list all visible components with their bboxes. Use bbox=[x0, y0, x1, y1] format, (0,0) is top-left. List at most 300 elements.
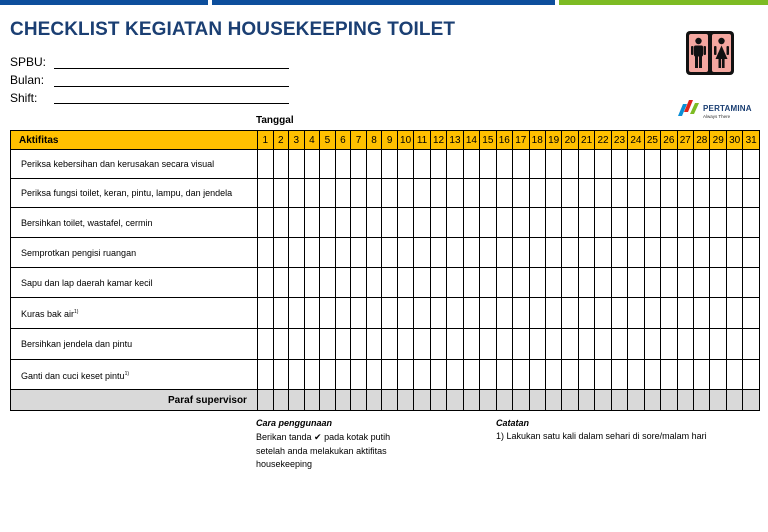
check-cell[interactable] bbox=[320, 360, 336, 390]
check-cell[interactable] bbox=[257, 268, 273, 298]
day-header: 14 bbox=[463, 131, 479, 150]
supervisor-sign-cell[interactable] bbox=[257, 390, 273, 411]
check-cell[interactable] bbox=[628, 329, 644, 360]
check-cell[interactable] bbox=[661, 208, 677, 238]
check-cell[interactable] bbox=[480, 238, 496, 268]
check-cell[interactable] bbox=[628, 298, 644, 329]
check-cell[interactable] bbox=[320, 208, 336, 238]
check-cell[interactable] bbox=[611, 150, 627, 179]
check-cell[interactable] bbox=[578, 179, 594, 208]
supervisor-sign-cell[interactable] bbox=[562, 390, 578, 411]
check-cell[interactable] bbox=[273, 179, 289, 208]
check-cell[interactable] bbox=[463, 238, 479, 268]
check-cell[interactable] bbox=[694, 360, 710, 390]
check-cell[interactable] bbox=[743, 298, 760, 329]
check-cell[interactable] bbox=[513, 208, 529, 238]
check-cell[interactable] bbox=[304, 298, 320, 329]
check-cell[interactable] bbox=[661, 268, 677, 298]
check-cell[interactable] bbox=[463, 179, 479, 208]
check-cell[interactable] bbox=[273, 238, 289, 268]
check-cell[interactable] bbox=[480, 208, 496, 238]
check-cell[interactable] bbox=[513, 360, 529, 390]
check-cell[interactable] bbox=[320, 268, 336, 298]
check-cell[interactable] bbox=[595, 329, 611, 360]
check-cell[interactable] bbox=[289, 238, 305, 268]
check-cell[interactable] bbox=[273, 150, 289, 179]
check-cell[interactable] bbox=[726, 360, 742, 390]
supervisor-sign-cell[interactable] bbox=[694, 390, 710, 411]
check-cell[interactable] bbox=[726, 268, 742, 298]
check-cell[interactable] bbox=[397, 208, 413, 238]
activity-text: Bersihkan jendela dan pintu bbox=[21, 339, 133, 349]
supervisor-sign-cell[interactable] bbox=[496, 390, 512, 411]
check-cell[interactable] bbox=[628, 268, 644, 298]
check-cell[interactable] bbox=[320, 298, 336, 329]
check-cell[interactable] bbox=[628, 150, 644, 179]
check-cell[interactable] bbox=[661, 329, 677, 360]
check-cell[interactable] bbox=[611, 360, 627, 390]
check-cell[interactable] bbox=[430, 360, 446, 390]
check-cell[interactable] bbox=[595, 208, 611, 238]
check-cell[interactable] bbox=[611, 238, 627, 268]
check-cell[interactable] bbox=[529, 238, 545, 268]
check-cell[interactable] bbox=[726, 238, 742, 268]
check-cell[interactable] bbox=[304, 360, 320, 390]
supervisor-sign-cell[interactable] bbox=[545, 390, 561, 411]
check-cell[interactable] bbox=[694, 268, 710, 298]
supervisor-sign-cell[interactable] bbox=[463, 390, 479, 411]
supervisor-sign-cell[interactable] bbox=[578, 390, 594, 411]
check-cell[interactable] bbox=[677, 208, 693, 238]
check-cell[interactable] bbox=[677, 238, 693, 268]
check-cell[interactable] bbox=[480, 360, 496, 390]
check-cell[interactable] bbox=[335, 298, 351, 329]
check-cell[interactable] bbox=[351, 298, 367, 329]
check-cell[interactable] bbox=[726, 298, 742, 329]
supervisor-sign-cell[interactable] bbox=[644, 390, 660, 411]
check-cell[interactable] bbox=[397, 179, 413, 208]
check-cell[interactable] bbox=[578, 238, 594, 268]
check-cell[interactable] bbox=[289, 360, 305, 390]
check-cell[interactable] bbox=[611, 208, 627, 238]
check-cell[interactable] bbox=[351, 268, 367, 298]
check-cell[interactable] bbox=[304, 150, 320, 179]
check-cell[interactable] bbox=[430, 329, 446, 360]
check-cell[interactable] bbox=[430, 179, 446, 208]
check-cell[interactable] bbox=[529, 268, 545, 298]
supervisor-sign-cell[interactable] bbox=[513, 390, 529, 411]
check-cell[interactable] bbox=[513, 298, 529, 329]
check-cell[interactable] bbox=[304, 329, 320, 360]
day-header: 27 bbox=[677, 131, 693, 150]
check-cell[interactable] bbox=[382, 298, 398, 329]
supervisor-sign-cell[interactable] bbox=[611, 390, 627, 411]
check-cell[interactable] bbox=[628, 208, 644, 238]
check-cell[interactable] bbox=[644, 238, 660, 268]
check-cell[interactable] bbox=[743, 208, 760, 238]
check-cell[interactable] bbox=[366, 150, 382, 179]
check-cell[interactable] bbox=[447, 238, 463, 268]
check-cell[interactable] bbox=[257, 360, 273, 390]
check-cell[interactable] bbox=[366, 268, 382, 298]
check-cell[interactable] bbox=[694, 150, 710, 179]
supervisor-sign-cell[interactable] bbox=[397, 390, 413, 411]
supervisor-sign-cell[interactable] bbox=[447, 390, 463, 411]
check-cell[interactable] bbox=[463, 208, 479, 238]
check-cell[interactable] bbox=[710, 208, 726, 238]
day-header: 13 bbox=[447, 131, 463, 150]
check-cell[interactable] bbox=[335, 360, 351, 390]
check-cell[interactable] bbox=[430, 268, 446, 298]
check-cell[interactable] bbox=[743, 150, 760, 179]
check-cell[interactable] bbox=[710, 298, 726, 329]
check-cell[interactable] bbox=[480, 329, 496, 360]
check-cell[interactable] bbox=[289, 298, 305, 329]
check-cell[interactable] bbox=[529, 360, 545, 390]
check-cell[interactable] bbox=[562, 268, 578, 298]
check-cell[interactable] bbox=[463, 150, 479, 179]
check-cell[interactable] bbox=[257, 298, 273, 329]
check-cell[interactable] bbox=[562, 298, 578, 329]
check-cell[interactable] bbox=[710, 179, 726, 208]
check-cell[interactable] bbox=[351, 329, 367, 360]
check-cell[interactable] bbox=[562, 179, 578, 208]
supervisor-sign-cell[interactable] bbox=[710, 390, 726, 411]
check-cell[interactable] bbox=[496, 208, 512, 238]
check-cell[interactable] bbox=[529, 329, 545, 360]
check-cell[interactable] bbox=[257, 238, 273, 268]
check-cell[interactable] bbox=[611, 329, 627, 360]
check-cell[interactable] bbox=[382, 150, 398, 179]
check-cell[interactable] bbox=[430, 298, 446, 329]
check-cell[interactable] bbox=[351, 208, 367, 238]
supervisor-label: Paraf supervisor bbox=[11, 390, 258, 411]
check-cell[interactable] bbox=[661, 150, 677, 179]
check-cell[interactable] bbox=[529, 150, 545, 179]
activity-cell bbox=[11, 238, 258, 268]
day-header: 3 bbox=[289, 131, 305, 150]
check-cell[interactable] bbox=[304, 208, 320, 238]
check-cell[interactable] bbox=[320, 238, 336, 268]
check-cell[interactable] bbox=[743, 268, 760, 298]
check-cell[interactable] bbox=[529, 208, 545, 238]
check-cell[interactable] bbox=[320, 329, 336, 360]
check-cell[interactable] bbox=[463, 268, 479, 298]
check-cell[interactable] bbox=[382, 208, 398, 238]
check-cell[interactable] bbox=[304, 268, 320, 298]
check-cell[interactable] bbox=[595, 179, 611, 208]
check-cell[interactable] bbox=[257, 329, 273, 360]
supervisor-sign-cell[interactable] bbox=[529, 390, 545, 411]
supervisor-sign-cell[interactable] bbox=[304, 390, 320, 411]
check-cell[interactable] bbox=[335, 179, 351, 208]
check-cell[interactable] bbox=[496, 150, 512, 179]
check-cell[interactable] bbox=[366, 360, 382, 390]
check-cell[interactable] bbox=[414, 360, 430, 390]
check-cell[interactable] bbox=[545, 329, 561, 360]
check-cell[interactable] bbox=[273, 268, 289, 298]
check-cell[interactable] bbox=[562, 360, 578, 390]
check-cell[interactable] bbox=[595, 268, 611, 298]
check-cell[interactable] bbox=[513, 179, 529, 208]
pertamina-logo-mark bbox=[674, 98, 702, 118]
check-cell[interactable] bbox=[382, 329, 398, 360]
check-cell[interactable] bbox=[694, 208, 710, 238]
check-cell[interactable] bbox=[578, 329, 594, 360]
check-cell[interactable] bbox=[414, 208, 430, 238]
check-cell[interactable] bbox=[677, 298, 693, 329]
check-cell[interactable] bbox=[335, 329, 351, 360]
check-cell[interactable] bbox=[661, 238, 677, 268]
check-cell[interactable] bbox=[595, 150, 611, 179]
check-cell[interactable] bbox=[611, 179, 627, 208]
table-row bbox=[11, 329, 760, 360]
supervisor-sign-cell[interactable] bbox=[595, 390, 611, 411]
check-cell[interactable] bbox=[414, 268, 430, 298]
check-cell[interactable] bbox=[273, 298, 289, 329]
check-cell[interactable] bbox=[335, 238, 351, 268]
check-cell[interactable] bbox=[382, 268, 398, 298]
check-cell[interactable] bbox=[496, 298, 512, 329]
check-cell[interactable] bbox=[382, 360, 398, 390]
check-cell[interactable] bbox=[710, 238, 726, 268]
check-cell[interactable] bbox=[677, 329, 693, 360]
supervisor-sign-cell[interactable] bbox=[382, 390, 398, 411]
check-cell[interactable] bbox=[628, 179, 644, 208]
supervisor-sign-cell[interactable] bbox=[273, 390, 289, 411]
check-cell[interactable] bbox=[743, 360, 760, 390]
supervisor-sign-cell[interactable] bbox=[661, 390, 677, 411]
check-cell[interactable] bbox=[661, 298, 677, 329]
check-cell[interactable] bbox=[710, 329, 726, 360]
check-cell[interactable] bbox=[578, 268, 594, 298]
check-cell[interactable] bbox=[304, 238, 320, 268]
supervisor-sign-cell[interactable] bbox=[743, 390, 760, 411]
check-cell[interactable] bbox=[366, 329, 382, 360]
check-cell[interactable] bbox=[496, 329, 512, 360]
check-cell[interactable] bbox=[289, 179, 305, 208]
check-cell[interactable] bbox=[366, 208, 382, 238]
check-cell[interactable] bbox=[496, 360, 512, 390]
check-cell[interactable] bbox=[562, 238, 578, 268]
check-cell[interactable] bbox=[628, 360, 644, 390]
check-cell[interactable] bbox=[578, 360, 594, 390]
check-cell[interactable] bbox=[726, 150, 742, 179]
check-cell[interactable] bbox=[545, 360, 561, 390]
check-cell[interactable] bbox=[463, 329, 479, 360]
supervisor-sign-cell[interactable] bbox=[351, 390, 367, 411]
day-header: 2 bbox=[273, 131, 289, 150]
check-cell[interactable] bbox=[545, 298, 561, 329]
check-cell[interactable] bbox=[513, 268, 529, 298]
check-cell[interactable] bbox=[289, 268, 305, 298]
check-cell[interactable] bbox=[611, 298, 627, 329]
check-cell[interactable] bbox=[273, 208, 289, 238]
check-cell[interactable] bbox=[320, 179, 336, 208]
supervisor-sign-cell[interactable] bbox=[677, 390, 693, 411]
check-cell[interactable] bbox=[273, 329, 289, 360]
logo-tagline: Always There bbox=[703, 114, 731, 119]
check-cell[interactable] bbox=[366, 238, 382, 268]
check-cell[interactable] bbox=[447, 298, 463, 329]
check-cell[interactable] bbox=[726, 208, 742, 238]
check-cell[interactable] bbox=[480, 268, 496, 298]
check-cell[interactable] bbox=[513, 238, 529, 268]
check-cell[interactable] bbox=[496, 179, 512, 208]
check-cell[interactable] bbox=[335, 150, 351, 179]
check-cell[interactable] bbox=[430, 238, 446, 268]
check-cell[interactable] bbox=[529, 298, 545, 329]
check-cell[interactable] bbox=[463, 298, 479, 329]
check-cell[interactable] bbox=[414, 179, 430, 208]
check-cell[interactable] bbox=[289, 150, 305, 179]
check-cell[interactable] bbox=[694, 238, 710, 268]
check-cell[interactable] bbox=[335, 208, 351, 238]
check-cell[interactable] bbox=[694, 298, 710, 329]
check-cell[interactable] bbox=[677, 360, 693, 390]
field-line-bulan[interactable] bbox=[54, 86, 289, 87]
check-cell[interactable] bbox=[529, 179, 545, 208]
day-header: 18 bbox=[529, 131, 545, 150]
check-cell[interactable] bbox=[397, 298, 413, 329]
check-cell[interactable] bbox=[289, 329, 305, 360]
check-cell[interactable] bbox=[496, 268, 512, 298]
check-cell[interactable] bbox=[414, 329, 430, 360]
check-cell[interactable] bbox=[496, 238, 512, 268]
check-cell[interactable] bbox=[335, 268, 351, 298]
check-cell[interactable] bbox=[397, 150, 413, 179]
check-cell[interactable] bbox=[694, 329, 710, 360]
check-cell[interactable] bbox=[677, 268, 693, 298]
check-cell[interactable] bbox=[382, 179, 398, 208]
supervisor-sign-cell[interactable] bbox=[414, 390, 430, 411]
check-cell[interactable] bbox=[644, 179, 660, 208]
check-cell[interactable] bbox=[320, 150, 336, 179]
check-cell[interactable] bbox=[644, 268, 660, 298]
check-cell[interactable] bbox=[677, 179, 693, 208]
check-cell[interactable] bbox=[595, 298, 611, 329]
check-cell[interactable] bbox=[397, 360, 413, 390]
check-cell[interactable] bbox=[644, 208, 660, 238]
check-cell[interactable] bbox=[595, 238, 611, 268]
check-cell[interactable] bbox=[743, 329, 760, 360]
supervisor-sign-cell[interactable] bbox=[366, 390, 382, 411]
check-cell[interactable] bbox=[545, 208, 561, 238]
check-cell[interactable] bbox=[694, 179, 710, 208]
supervisor-sign-cell[interactable] bbox=[480, 390, 496, 411]
check-cell[interactable] bbox=[710, 360, 726, 390]
check-cell[interactable] bbox=[273, 360, 289, 390]
check-cell[interactable] bbox=[513, 329, 529, 360]
check-cell[interactable] bbox=[447, 208, 463, 238]
check-cell[interactable] bbox=[351, 179, 367, 208]
check-cell[interactable] bbox=[447, 179, 463, 208]
check-cell[interactable] bbox=[562, 329, 578, 360]
supervisor-sign-cell[interactable] bbox=[430, 390, 446, 411]
check-cell[interactable] bbox=[545, 150, 561, 179]
check-cell[interactable] bbox=[743, 179, 760, 208]
check-cell[interactable] bbox=[726, 179, 742, 208]
check-cell[interactable] bbox=[366, 179, 382, 208]
supervisor-sign-cell[interactable] bbox=[320, 390, 336, 411]
check-cell[interactable] bbox=[562, 208, 578, 238]
check-cell[interactable] bbox=[545, 238, 561, 268]
field-line-shift[interactable] bbox=[54, 103, 289, 104]
supervisor-sign-cell[interactable] bbox=[289, 390, 305, 411]
check-cell[interactable] bbox=[513, 150, 529, 179]
check-cell[interactable] bbox=[545, 268, 561, 298]
usage-title: Cara penggunaan bbox=[256, 418, 333, 428]
check-cell[interactable] bbox=[578, 298, 594, 329]
check-cell[interactable] bbox=[710, 150, 726, 179]
check-cell[interactable] bbox=[414, 298, 430, 329]
check-cell[interactable] bbox=[578, 208, 594, 238]
check-cell[interactable] bbox=[644, 360, 660, 390]
check-cell[interactable] bbox=[480, 298, 496, 329]
check-cell[interactable] bbox=[480, 150, 496, 179]
check-cell[interactable] bbox=[351, 360, 367, 390]
check-cell[interactable] bbox=[257, 150, 273, 179]
check-cell[interactable] bbox=[743, 238, 760, 268]
check-cell[interactable] bbox=[366, 298, 382, 329]
check-cell[interactable] bbox=[397, 329, 413, 360]
check-cell[interactable] bbox=[289, 208, 305, 238]
check-cell[interactable] bbox=[644, 329, 660, 360]
check-cell[interactable] bbox=[257, 208, 273, 238]
check-cell[interactable] bbox=[430, 150, 446, 179]
check-cell[interactable] bbox=[447, 360, 463, 390]
check-cell[interactable] bbox=[414, 150, 430, 179]
supervisor-sign-cell[interactable] bbox=[335, 390, 351, 411]
day-header: 28 bbox=[694, 131, 710, 150]
check-cell[interactable] bbox=[257, 179, 273, 208]
usage-line-1: Berikan tanda ✔ pada kotak putih bbox=[256, 432, 391, 442]
supervisor-sign-cell[interactable] bbox=[628, 390, 644, 411]
check-cell[interactable] bbox=[414, 238, 430, 268]
check-cell[interactable] bbox=[351, 238, 367, 268]
check-cell[interactable] bbox=[710, 268, 726, 298]
day-header: 25 bbox=[644, 131, 660, 150]
check-cell[interactable] bbox=[480, 179, 496, 208]
page-title: CHECKLIST KEGIATAN HOUSEKEEPING TOILET bbox=[10, 19, 456, 40]
check-cell[interactable] bbox=[661, 179, 677, 208]
check-cell[interactable] bbox=[351, 150, 367, 179]
check-cell[interactable] bbox=[644, 298, 660, 329]
check-cell[interactable] bbox=[430, 208, 446, 238]
check-cell[interactable] bbox=[578, 150, 594, 179]
check-cell[interactable] bbox=[447, 150, 463, 179]
check-cell[interactable] bbox=[661, 360, 677, 390]
check-cell[interactable] bbox=[726, 329, 742, 360]
check-cell[interactable] bbox=[562, 150, 578, 179]
check-cell[interactable] bbox=[677, 150, 693, 179]
check-cell[interactable] bbox=[304, 179, 320, 208]
check-cell[interactable] bbox=[447, 329, 463, 360]
check-cell[interactable] bbox=[545, 179, 561, 208]
checklist-table bbox=[10, 130, 760, 411]
field-line-spbu[interactable] bbox=[54, 68, 289, 69]
check-cell[interactable] bbox=[463, 360, 479, 390]
supervisor-sign-cell[interactable] bbox=[726, 390, 742, 411]
check-cell[interactable] bbox=[628, 238, 644, 268]
check-cell[interactable] bbox=[382, 238, 398, 268]
check-cell[interactable] bbox=[644, 150, 660, 179]
check-cell[interactable] bbox=[611, 268, 627, 298]
check-cell[interactable] bbox=[447, 268, 463, 298]
check-cell[interactable] bbox=[595, 360, 611, 390]
check-cell[interactable] bbox=[397, 268, 413, 298]
check-cell[interactable] bbox=[397, 238, 413, 268]
